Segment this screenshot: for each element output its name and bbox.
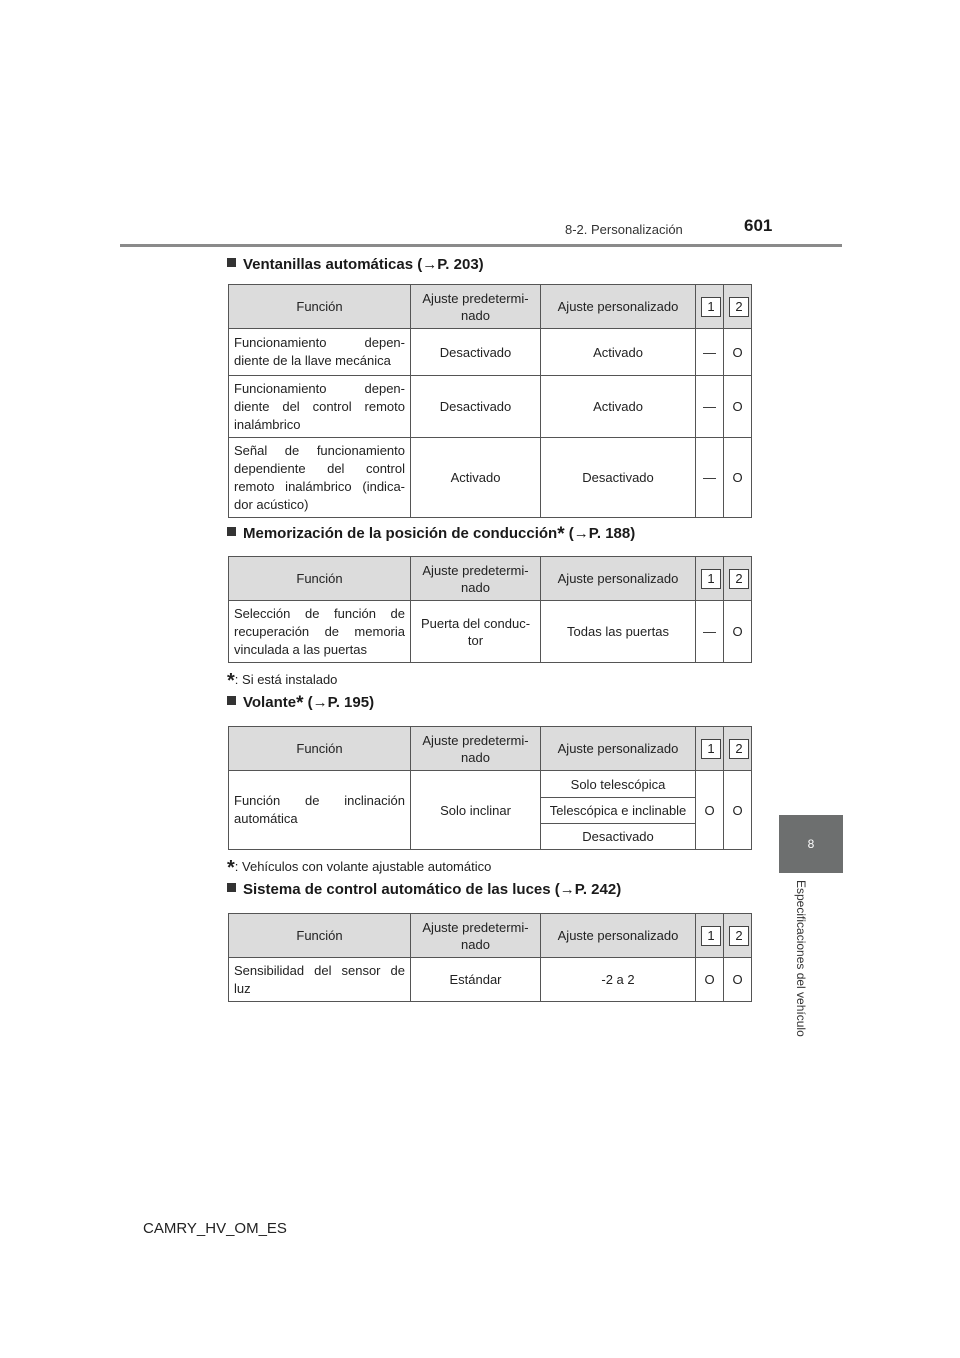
header-funcion: Función <box>229 914 411 958</box>
row-col1: — <box>696 329 724 376</box>
custom-option: Solo telescópica <box>541 772 695 798</box>
row-col1: O <box>696 958 724 1002</box>
number-1-icon: 1 <box>701 569 721 589</box>
table-header-row <box>229 285 752 329</box>
row-default: Solo inclinar <box>411 771 541 850</box>
row-default: Desactivado <box>411 376 541 438</box>
page-number: 601 <box>744 216 773 235</box>
table-row <box>229 329 752 376</box>
asterisk-marker: * <box>557 524 565 545</box>
table-row <box>229 601 752 663</box>
section-heading-memorizacion <box>227 524 636 545</box>
number-2-icon: 2 <box>729 739 749 759</box>
table-row <box>229 958 752 1002</box>
row-custom: Activado <box>541 376 696 438</box>
table-header-row <box>229 727 752 771</box>
header-funcion: Función <box>229 727 411 771</box>
header-default: Ajuste predetermi-nado <box>411 557 541 601</box>
header-col2 <box>724 557 752 601</box>
row-col2: O <box>724 958 752 1002</box>
section-title: Ventanillas automáticas (→P. 203) <box>243 256 484 273</box>
table-row <box>229 771 752 850</box>
header-col1 <box>696 557 724 601</box>
settings-table-memorizacion <box>228 556 752 663</box>
row-custom: Todas las puertas <box>541 601 696 663</box>
row-funcion: Funcionamiento depen-diente del control remoto inalámbrico <box>229 376 411 438</box>
row-col1: O <box>696 771 724 850</box>
number-2-icon: 2 <box>729 926 749 946</box>
header-col1 <box>696 914 724 958</box>
footnote-text: : Si está instalado <box>234 672 338 687</box>
custom-option: Telescópica e inclinable <box>541 797 695 823</box>
row-col1: — <box>696 376 724 438</box>
row-default: Puerta del conduc-tor <box>411 601 541 663</box>
footnote-text: : Vehículos con volante ajustable automático <box>234 859 492 874</box>
section-heading-volante <box>227 693 375 714</box>
row-col1: — <box>696 438 724 518</box>
header-divider <box>120 244 842 247</box>
row-col2: O <box>724 329 752 376</box>
footnote-volante <box>227 857 491 880</box>
number-1-icon: 1 <box>701 739 721 759</box>
header-default: Ajuste predetermi-nado <box>411 727 541 771</box>
settings-table-ventanillas <box>228 284 752 518</box>
header-col2 <box>724 285 752 329</box>
table-row <box>229 376 752 438</box>
section-title-ref: (→P. 195) <box>303 694 375 711</box>
header-col1 <box>696 727 724 771</box>
section-title-ref: (→P. 188) <box>564 525 636 542</box>
number-1-icon: 1 <box>701 297 721 317</box>
square-bullet-icon <box>227 883 236 892</box>
row-custom: Desactivado <box>541 438 696 518</box>
custom-option: Desactivado <box>582 828 654 844</box>
row-funcion: Señal de funcionamiento dependiente del control remoto inalámbrico (indica-dor acústico) <box>229 438 411 518</box>
asterisk-marker: * <box>296 693 304 714</box>
number-1-icon: 1 <box>701 926 721 946</box>
square-bullet-icon <box>227 527 236 536</box>
section-title: Memorización de la posición de conducción <box>243 525 558 542</box>
square-bullet-icon <box>227 258 236 267</box>
header-custom: Ajuste personalizado <box>541 914 696 958</box>
section-breadcrumb: 8-2. Personalización <box>565 222 683 237</box>
row-funcion: Funcionamiento depen-diente de la llave mecánica <box>229 329 411 376</box>
header-col1 <box>696 285 724 329</box>
header-default: Ajuste predetermi-nado <box>411 285 541 329</box>
row-default: Estándar <box>411 958 541 1002</box>
row-default: Activado <box>411 438 541 518</box>
asterisk-marker: * <box>227 857 235 879</box>
settings-table-luces <box>228 913 752 1002</box>
row-custom: Activado <box>541 329 696 376</box>
row-funcion: Selección de función de recuperación de memoria vinculada a las puertas <box>229 601 411 663</box>
row-default: Desactivado <box>411 329 541 376</box>
row-funcion: Sensibilidad del sensor de luz <box>229 958 411 1002</box>
row-custom-options <box>541 771 696 850</box>
section-heading-ventanillas <box>227 256 484 273</box>
settings-table-volante <box>228 726 752 850</box>
header-col2 <box>724 727 752 771</box>
document-id: CAMRY_HV_OM_ES <box>143 1220 287 1237</box>
table-header-row <box>229 914 752 958</box>
table-header-row <box>229 557 752 601</box>
section-title: Sistema de control automático de las luces (→P. 242) <box>243 881 622 898</box>
row-col1: — <box>696 601 724 663</box>
header-funcion: Función <box>229 285 411 329</box>
header-default: Ajuste predetermi-nado <box>411 914 541 958</box>
row-col2: O <box>724 438 752 518</box>
section-title: Volante <box>243 694 297 711</box>
square-bullet-icon <box>227 696 236 705</box>
number-2-icon: 2 <box>729 569 749 589</box>
row-col2: O <box>724 376 752 438</box>
chapter-tab[interactable]: 8 <box>779 815 843 873</box>
number-2-icon: 2 <box>729 297 749 317</box>
asterisk-marker: * <box>227 670 235 692</box>
header-funcion: Función <box>229 557 411 601</box>
row-funcion: Función de inclinación automática <box>229 771 411 850</box>
header-custom: Ajuste personalizado <box>541 727 696 771</box>
row-col2: O <box>724 601 752 663</box>
row-col2: O <box>724 771 752 850</box>
custom-options-list <box>541 772 695 849</box>
row-custom: -2 a 2 <box>541 958 696 1002</box>
table-row <box>229 438 752 518</box>
header-custom: Ajuste personalizado <box>541 557 696 601</box>
section-heading-luces <box>227 881 621 898</box>
header-col2 <box>724 914 752 958</box>
footnote-instalado <box>227 670 337 693</box>
header-custom: Ajuste personalizado <box>541 285 696 329</box>
chapter-tab-label: Especificaciones del vehículo <box>794 880 808 1037</box>
